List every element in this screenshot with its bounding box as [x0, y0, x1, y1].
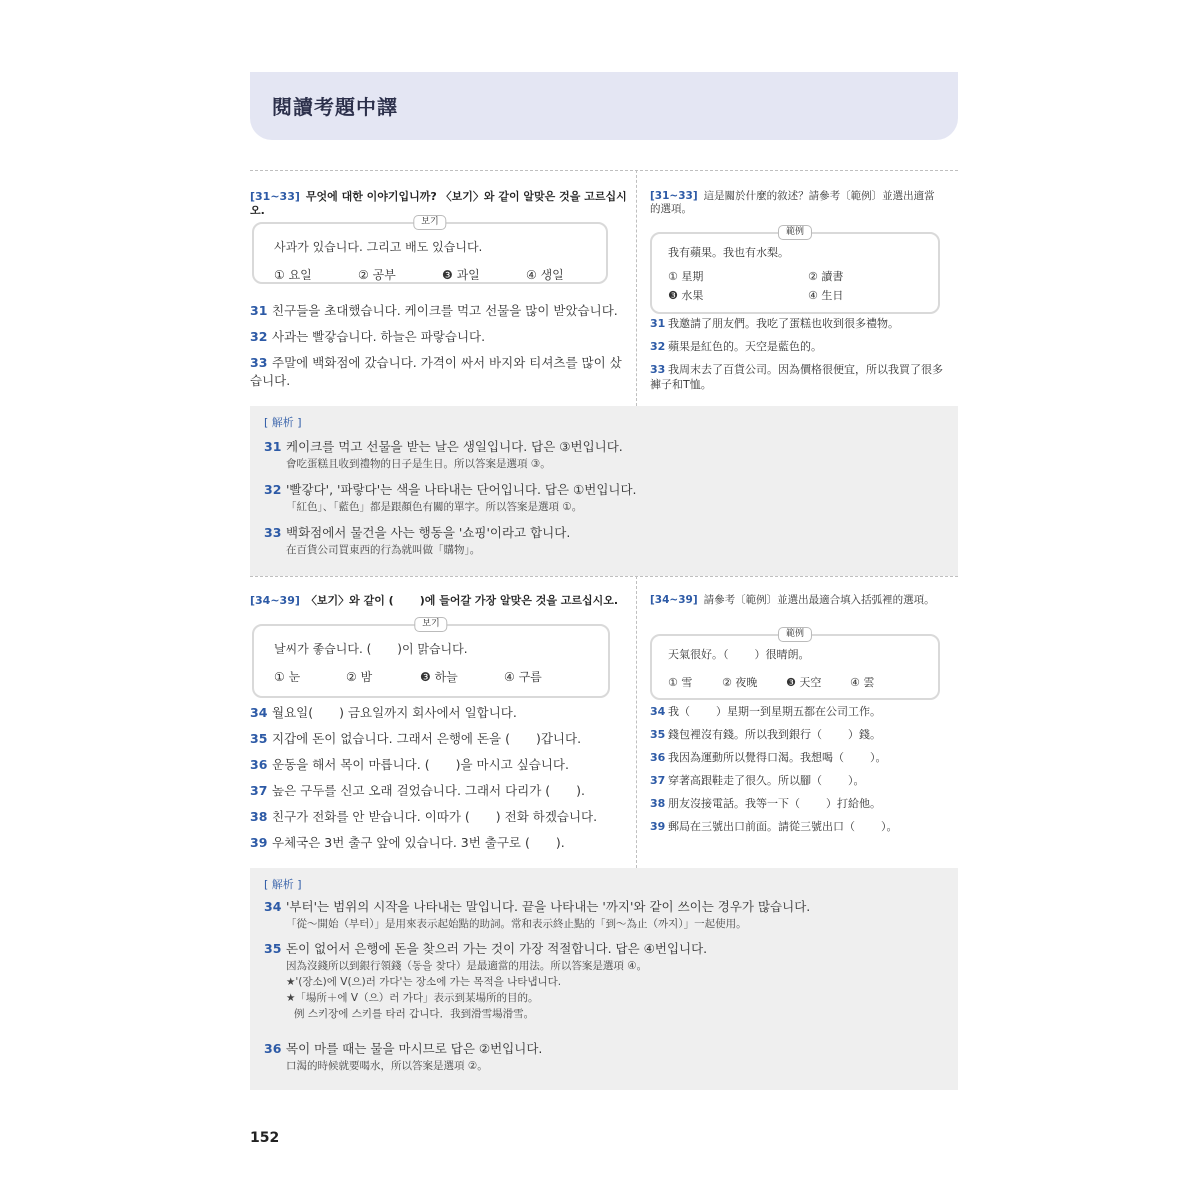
grammar-note: ★「場所＋에 V（으）러 가다」表示到某場所的目的。: [286, 992, 539, 1004]
example-tag: 範例: [778, 225, 812, 240]
option-3: ❸ 水果: [668, 289, 704, 302]
question-37: 37 높은 구두를 신고 오래 걸었습니다. 그래서 다리가 ( ).: [250, 783, 586, 798]
analysis-title: [ 解析 ]: [264, 878, 302, 891]
column-divider: [636, 170, 637, 406]
question-31: 31 친구들을 초대했습니다. 케이크를 먹고 선물을 많이 받았습니다.: [250, 303, 618, 318]
question-38: 38 朋友沒接電話。我等一下（ ）打給他。: [650, 797, 881, 810]
question-35: 35 錢包裡沒有錢。所以我到銀行（ ）錢。: [650, 728, 881, 741]
example-box: [650, 629, 940, 700]
question-33: 33 주말에 백화점에 갔습니다. 가격이 싸서 바지와 티셔츠를 많이 샀습니다.: [250, 355, 622, 388]
grammar-note: ★'(장소)에 V(으)러 가다'는 장소에 가는 목적을 나타냅니다.: [286, 976, 562, 988]
option-3: ❸ 하늘: [420, 670, 458, 684]
page-title: 閱讀考題中譯: [272, 95, 398, 119]
instruction: [650, 190, 942, 216]
question-31: 31 我邀請了朋友們。我吃了蛋糕也收到很多禮物。: [650, 317, 899, 330]
instruction-text: 這是關於什麼的敘述？請參考〔範例〕並選出適當的選項。: [650, 190, 935, 215]
option-1: ① 눈: [274, 670, 301, 684]
question-34: 34 월요일( ) 금요일까지 회사에서 일합니다.: [250, 705, 517, 720]
question-36: 36 我因為運動所以覺得口渴。我想喝（ ）。: [650, 751, 887, 764]
option-1: ① 星期: [668, 270, 704, 283]
instruction-text: 무엇에 대한 이야기입니까? 〈보기〉와 같이 알맞은 것을 고르십시오.: [250, 190, 627, 217]
divider: [250, 576, 958, 577]
example-box: [252, 619, 610, 698]
question-34: 34 我（ ）星期一到星期五都在公司工作。: [650, 705, 881, 718]
example-note: 例 스키장에 스키를 타러 갑니다．我到滑雪場滑雪。: [294, 1008, 535, 1020]
question-range: [34~39]: [650, 594, 698, 606]
question-32: 32 사과는 빨갛습니다. 하늘은 파랗습니다.: [250, 329, 486, 344]
question-39: 39 郵局在三號出口前面。請從三號出口（ ）。: [650, 820, 898, 833]
question-range: [34~39]: [250, 594, 300, 607]
example-text: 我有蘋果。我也有水梨。: [668, 246, 789, 259]
option-2: ② 夜晚: [722, 676, 758, 689]
question-39: 39 우체국은 3번 출구 앞에 있습니다. 3번 출구로 ( ).: [250, 835, 565, 850]
analysis-item: 36 목이 마를 때는 물을 마시므로 답은 ②번입니다. 口渴的時候就要喝水，所以答案是選項 ②。: [264, 1041, 543, 1072]
analysis-item: 31 케이크를 먹고 선물을 받는 날은 생일입니다. 답은 ③번입니다. 會吃蛋糕且收到禮物的日子是生日。所以答案是選項 ③。: [264, 439, 623, 470]
instruction: [650, 594, 942, 607]
analysis-item: 35 돈이 없어서 은행에 돈을 찾으러 가는 것이 가장 적절합니다. 답은 ④번입니다. 因為沒錢所以到銀行領錢（동을 찾다）是最適當的用法。所以答案是選項 ④。 ★'(장소)에 V(으)러 가다'는 장소에 가는 목적을 나타냅니다. ★「場所＋에 V（으）러 가다」表示到某場所的目的。 例 스키장에 스키를 타러 갑니다．我到滑雪場滑雪。: [264, 940, 944, 1022]
page-number: 152: [250, 1130, 280, 1146]
column-divider: [636, 576, 637, 868]
option-4: ④ 生日: [808, 289, 844, 302]
analysis-title: [ 解析 ]: [264, 416, 302, 429]
option-3: ❸ 天空: [786, 676, 822, 689]
analysis-item: 33 백화점에서 물건을 사는 행동을 '쇼핑'이라고 합니다. 在百貨公司買東西的行為就叫做「購物」。: [264, 525, 571, 556]
example-text: 날씨가 좋습니다. ( )이 맑습니다.: [274, 642, 468, 656]
option-4: ④ 雲: [850, 676, 875, 689]
example-tag: 보기: [413, 215, 446, 230]
example-box: [252, 217, 608, 284]
question-range: [31~33]: [250, 190, 300, 203]
question-35: 35 지갑에 돈이 없습니다. 그래서 은행에 돈을 ( )갑니다.: [250, 731, 582, 746]
question-38: 38 친구가 전화를 안 받습니다. 이따가 ( ) 전화 하겠습니다.: [250, 809, 598, 824]
instruction: [34~39] 〈보기〉와 같이 ( )에 들어갈 가장 알맞은 것을 고르십시오.: [250, 594, 619, 607]
title-banner: [250, 72, 958, 140]
option-2: ② 밤: [346, 670, 373, 684]
option-2: ② 讀書: [808, 270, 844, 283]
question-32: 32 蘋果是紅色的。天空是藍色的。: [650, 340, 822, 353]
option-4: ④ 생일: [526, 268, 564, 282]
example-text: 사과가 있습니다. 그리고 배도 있습니다.: [274, 240, 483, 254]
divider: [250, 170, 958, 171]
example-box: [650, 227, 940, 314]
instruction: [250, 190, 632, 218]
option-4: ④ 구름: [504, 670, 542, 684]
question-36: 36 운동을 해서 목이 마릅니다. ( )을 마시고 싶습니다.: [250, 757, 569, 772]
analysis-panel-2: [250, 868, 958, 1090]
example-tag: 範例: [778, 627, 812, 642]
option-1: ① 雪: [668, 676, 693, 689]
analysis-item: 32 '빨갛다', '파랗다'는 색을 나타내는 단어입니다. 답은 ①번입니다. 「紅色」、「藍色」都是跟顏色有關的單字。所以答案是選項 ①。: [264, 482, 637, 513]
analysis-panel-1: [250, 406, 958, 576]
example-text: 天氣很好。（ ）很晴朗。: [668, 648, 810, 661]
example-tag: 보기: [414, 617, 447, 632]
question-33: 33 我周末去了百貨公司。因為價格很便宜，所以我買了很多褲子和T恤。: [650, 363, 943, 391]
question-range: [31~33]: [650, 190, 698, 202]
option-3: ❸ 과일: [442, 268, 480, 282]
question-37: 37 穿著高跟鞋走了很久。所以腳（ ）。: [650, 774, 865, 787]
option-1: ① 요일: [274, 268, 312, 282]
option-2: ② 공부: [358, 268, 396, 282]
instruction-text: 請參考〔範例〕並選出最適合填入括弧裡的選項。: [703, 594, 935, 606]
analysis-item: 34 '부터'는 범위의 시작을 나타내는 말입니다. 끝을 나타내는 '까지'와 같이 쓰이는 경우가 많습니다. 「從～開始（부터）」是用來表示起始點的助詞。常和表示終止點的「到～為止（까지）」一起使用。: [264, 899, 811, 930]
